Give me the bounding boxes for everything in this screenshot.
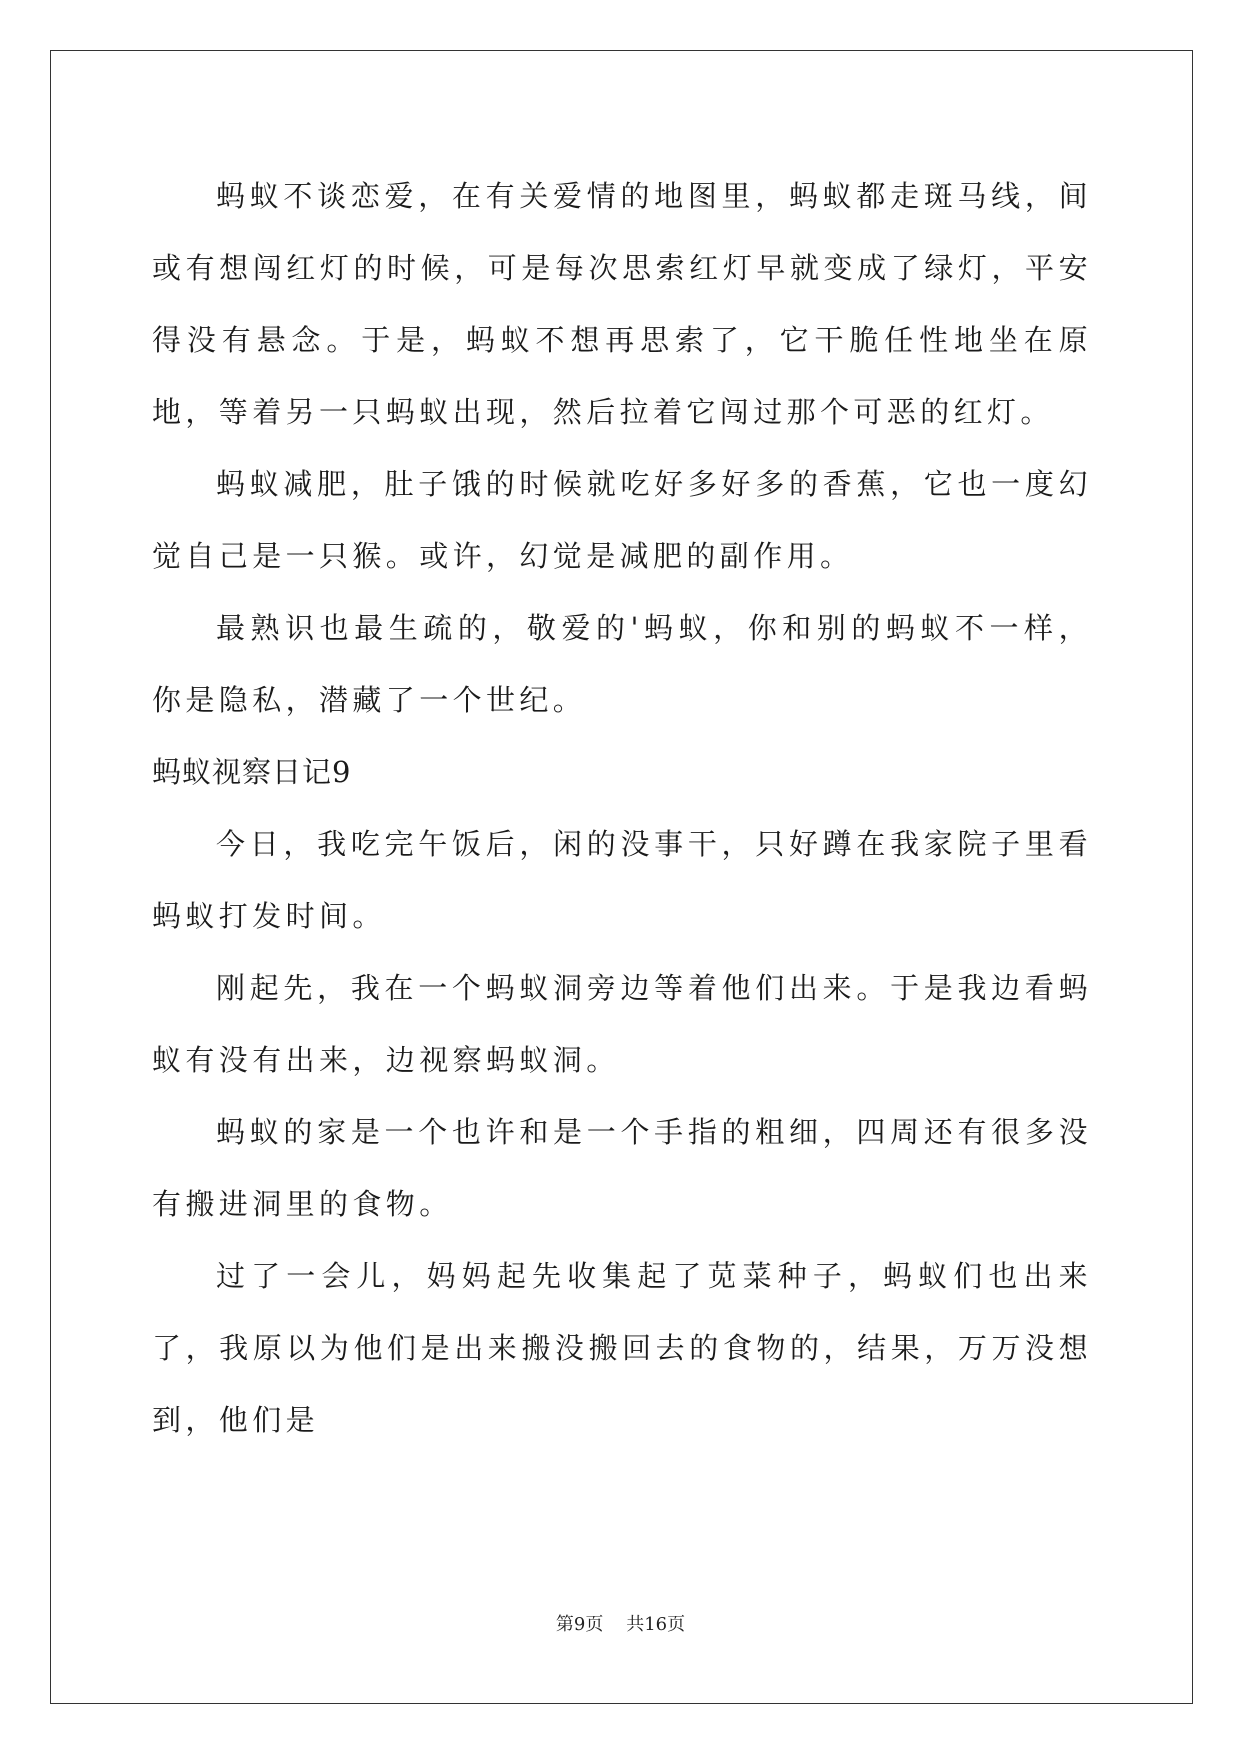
page-number: 第9页 [555, 1614, 604, 1635]
paragraph: 蚂蚁的家是一个也许和是一个手指的粗细，四周还有很多没有搬进洞里的食物。 [152, 1115, 1092, 1221]
paragraph: 蚂蚁不谈恋爱，在有关爱情的地图里，蚂蚁都走斑马线，间或有想闯红灯的时候，可是每次思索红灯早就变成了绿灯，平安得没有悬念。于是，蚂蚁不想再思索了，它干脆任性地坐在原地，等着另一只蚂蚁出现，然后拉着它闯过那个可恶的红灯。 [152, 179, 1092, 429]
document-body [152, 160, 1092, 1456]
paragraph: 刚起先，我在一个蚂蚁洞旁边等着他们出来。于是我边看蚂蚁有没有出来，边视察蚂蚁洞。 [152, 971, 1092, 1077]
paragraph: 最熟识也最生疏的，敬爱的'蚂蚁，你和别的蚂蚁不一样，你是隐私，潜藏了一个世纪。 [152, 611, 1092, 717]
paragraph: 今日，我吃完午饭后，闲的没事干，只好蹲在我家院子里看蚂蚁打发时间。 [152, 827, 1092, 933]
section-heading: 蚂蚁视察日记9 [152, 755, 352, 789]
page-total: 共16页 [626, 1614, 686, 1635]
page-footer [0, 1610, 1241, 1636]
paragraph: 蚂蚁减肥，肚子饿的时候就吃好多好多的香蕉，它也一度幻觉自己是一只猴。或许，幻觉是减肥的副作用。 [152, 467, 1092, 573]
paragraph: 过了一会儿，妈妈起先收集起了苋菜种子，蚂蚁们也出来了，我原以为他们是出来搬没搬回去的食物的，结果，万万没想到，他们是 [152, 1259, 1092, 1437]
